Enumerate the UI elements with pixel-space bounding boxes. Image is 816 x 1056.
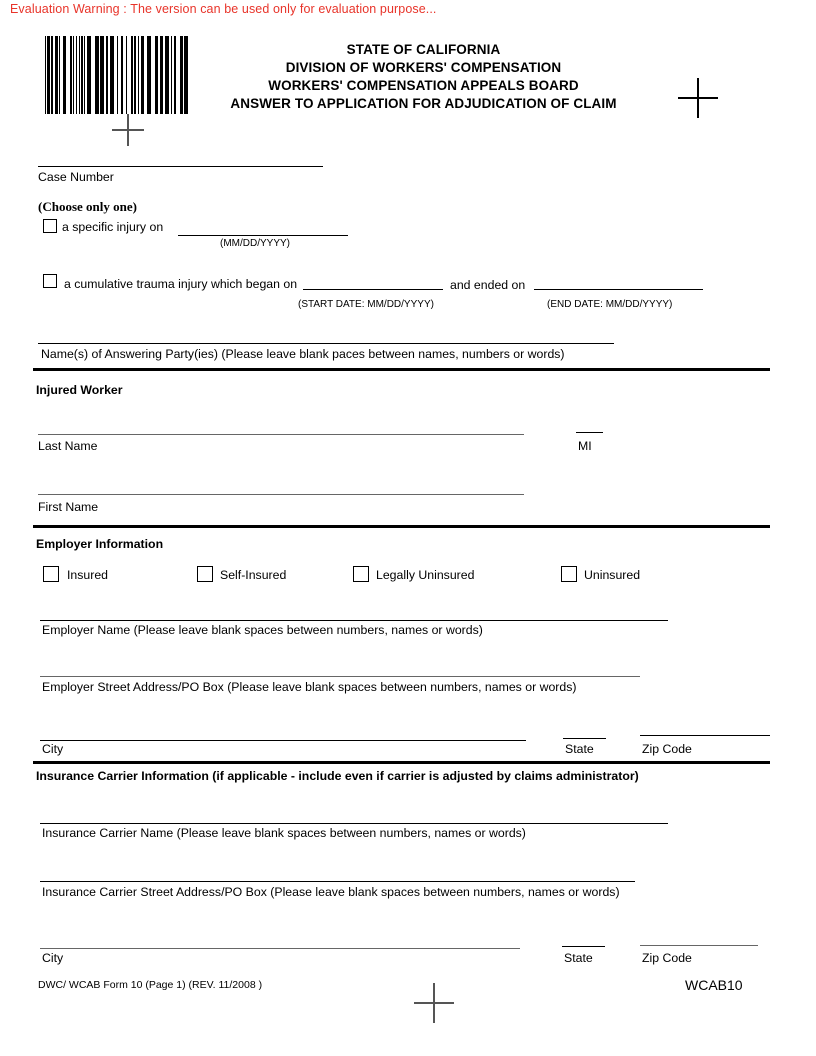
carrier-zip-label: Zip Code: [642, 951, 692, 965]
employer-state-input-rule[interactable]: [563, 738, 606, 739]
checkbox-specific-injury[interactable]: [43, 219, 57, 233]
carrier-name-label: Insurance Carrier Name (Please leave blank spaces between numbers, names or words): [42, 826, 526, 840]
injured-worker-heading: Injured Worker: [36, 383, 123, 397]
start-date-hint: (START DATE: MM/DD/YYYY): [298, 299, 434, 310]
employer-address-input-rule[interactable]: [40, 676, 640, 677]
case-number-input-rule[interactable]: [38, 166, 323, 167]
specific-injury-date-hint: (MM/DD/YYYY): [220, 238, 290, 249]
section-divider-carrier: [33, 761, 770, 764]
case-number-label: Case Number: [38, 170, 114, 184]
carrier-name-input-rule[interactable]: [40, 823, 668, 824]
last-name-input-rule[interactable]: [38, 434, 524, 435]
checkbox-label-legally-uninsured: Legally Uninsured: [376, 568, 475, 582]
carrier-address-input-rule[interactable]: [40, 881, 635, 882]
section-divider-injured-worker: [33, 368, 770, 371]
end-date-hint: (END DATE: MM/DD/YYYY): [547, 299, 673, 310]
carrier-city-input-rule[interactable]: [40, 948, 520, 949]
title-line-board: WORKERS' COMPENSATION APPEALS BOARD: [268, 78, 579, 93]
employer-city-label: City: [42, 742, 64, 756]
carrier-state-input-rule[interactable]: [562, 946, 605, 947]
crosshair-horizontal-line: [112, 129, 144, 131]
mi-label: MI: [578, 439, 592, 453]
checkbox-label-insured: Insured: [67, 568, 109, 582]
mi-input-rule[interactable]: [576, 432, 603, 433]
employer-zip-label: Zip Code: [642, 742, 692, 756]
checkbox-label-uninsured: Uninsured: [584, 568, 641, 582]
answering-party-label: Name(s) of Answering Party(ies) (Please leave blank paces between names, numbers or words): [41, 347, 565, 361]
checkbox-employer-self-insured[interactable]: [197, 566, 213, 582]
last-name-label: Last Name: [38, 439, 98, 453]
cumulative-start-date-input-rule[interactable]: [303, 289, 443, 290]
carrier-city-label: City: [42, 951, 64, 965]
employer-name-label: Employer Name (Please leave blank spaces between numbers, names or words): [42, 623, 483, 637]
cumulative-trauma-label: a cumulative trauma injury which began on: [64, 277, 298, 291]
answering-party-input-rule[interactable]: [38, 343, 614, 344]
crosshair-horizontal-line: [678, 97, 718, 99]
carrier-zip-input-rule[interactable]: [640, 945, 758, 946]
carrier-address-label: Insurance Carrier Street Address/PO Box (Please leave blank spaces between numbers, names or words): [42, 885, 620, 899]
crosshair-horizontal-line: [414, 1002, 454, 1004]
checkbox-label-self-insured: Self-Insured: [220, 568, 287, 582]
first-name-label: First Name: [38, 500, 99, 514]
footer-form-code: WCAB10: [685, 977, 743, 993]
title-line-division: DIVISION OF WORKERS' COMPENSATION: [285, 60, 562, 75]
registration-crosshair-bottom-center: [414, 983, 454, 1023]
title-line-form-name: ANSWER TO APPLICATION FOR ADJUDICATION OF CLAIM: [230, 96, 617, 111]
form-title-block: [200, 41, 647, 113]
title-line-state: STATE OF CALIFORNIA: [346, 42, 501, 57]
cumulative-end-date-input-rule[interactable]: [534, 289, 703, 290]
first-name-input-rule[interactable]: [38, 494, 524, 495]
choose-only-one-label: (Choose only one): [38, 199, 137, 214]
employer-information-heading: Employer Information: [36, 537, 164, 551]
barcode-image: [45, 36, 190, 114]
checkbox-employer-legally-uninsured[interactable]: [353, 566, 369, 582]
registration-crosshair-top-left: [112, 114, 144, 146]
section-divider-employer: [33, 525, 770, 528]
registration-crosshair-top-right: [678, 78, 718, 118]
employer-city-input-rule[interactable]: [40, 740, 526, 741]
employer-state-label: State: [565, 742, 594, 756]
checkbox-cumulative-trauma[interactable]: [43, 274, 57, 288]
employer-address-label: Employer Street Address/PO Box (Please leave blank spaces between numbers, names or words): [42, 680, 577, 694]
carrier-state-label: State: [564, 951, 593, 965]
footer-form-id: DWC/ WCAB Form 10 (Page 1) (REV. 11/2008 ): [38, 979, 263, 991]
and-ended-on-label: and ended on: [450, 278, 526, 292]
specific-injury-label: a specific injury on: [62, 220, 164, 234]
checkbox-employer-uninsured[interactable]: [561, 566, 577, 582]
employer-name-input-rule[interactable]: [40, 620, 668, 621]
employer-zip-input-rule[interactable]: [640, 735, 770, 736]
specific-injury-date-input-rule[interactable]: [178, 235, 348, 236]
checkbox-employer-insured[interactable]: [43, 566, 59, 582]
carrier-information-heading: Insurance Carrier Information (if applicable - include even if carrier is adjusted by claims administrator): [36, 769, 639, 783]
evaluation-warning-banner: Evaluation Warning : The version can be used only for evaluation purpose...: [10, 2, 437, 16]
